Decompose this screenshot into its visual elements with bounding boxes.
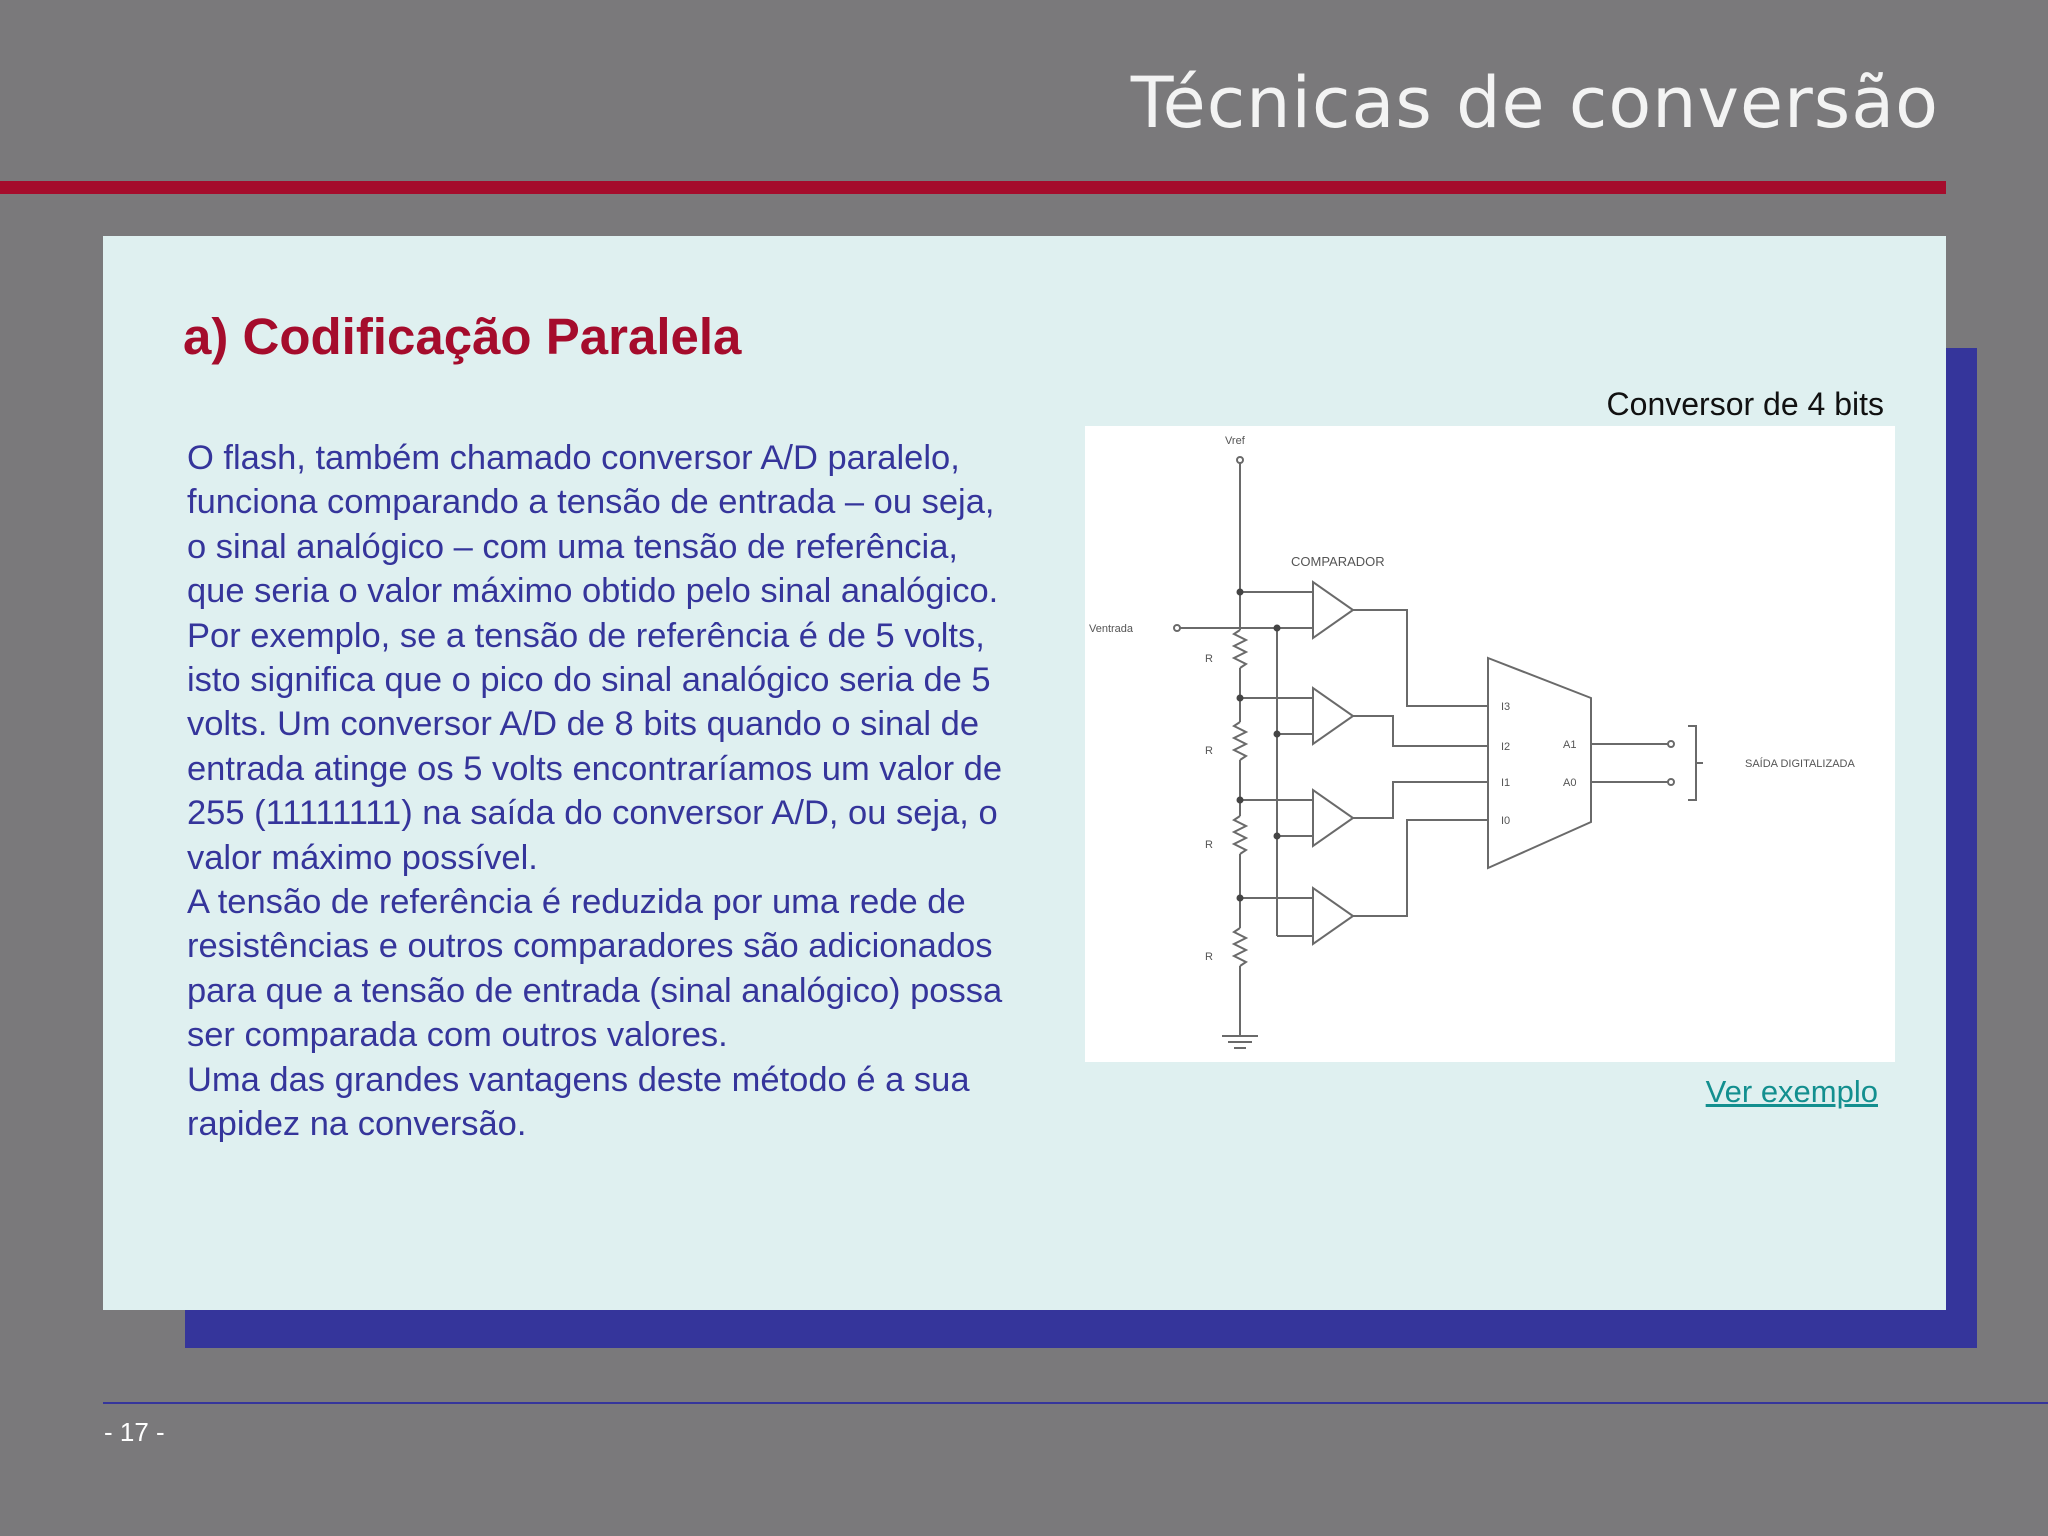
output-label: SAÍDA DIGITALIZADA xyxy=(1745,758,1855,770)
vin-label: Ventrada xyxy=(1089,623,1134,635)
comparator-label: COMPARADOR xyxy=(1291,554,1385,569)
encoder-output-label: A1 xyxy=(1563,739,1577,751)
encoder-input-label: I1 xyxy=(1501,777,1511,789)
encoder-input-label: I3 xyxy=(1501,701,1511,713)
body-text xyxy=(187,436,1017,1147)
section-heading: a) Codificação Paralela xyxy=(183,308,742,365)
encoder-input-label: I0 xyxy=(1501,815,1511,827)
page-number: - 17 - xyxy=(104,1417,165,1447)
circuit-svg xyxy=(1085,426,1895,1062)
resistor-label: R xyxy=(1205,951,1213,963)
vref-label: Vref xyxy=(1225,435,1245,447)
paragraph: O flash, também chamado conversor A/D paralelo, funciona comparando a tensão de entrada – ou seja, o sinal analógico – com uma tensão de referência, que seria o valor máximo obtido pelo sinal analógico. Por exemplo, se a tensão de referência é de 5 volts, isto significa que o pico do sinal analógico seria de 5 volts. Um conversor A/D de 8 bits quando o sinal de entrada atinge os 5 volts encontraríamos um valor de 255 (11111111) na saída do conversor A/D, ou seja, o valor máximo possível. xyxy=(187,439,1003,877)
resistor-label: R xyxy=(1205,745,1213,757)
paragraph: Uma das grandes vantagens deste método é a sua rapidez na conversão. xyxy=(187,1060,970,1144)
title-rule xyxy=(0,181,1946,194)
paragraph: A tensão de referência é reduzida por uma rede de resistências e outros comparadores são adicionados para que a tensão de entrada (sinal analógico) possa ser comparada com outros valores. xyxy=(187,883,1003,1055)
footer-rule xyxy=(103,1402,2048,1404)
figure-caption: Conversor de 4 bits xyxy=(1606,386,1884,422)
ver-exemplo-link[interactable]: Ver exemplo xyxy=(1705,1074,1878,1109)
resistor-label: R xyxy=(1205,653,1213,665)
encoder-input-label: I2 xyxy=(1501,741,1511,753)
content-panel xyxy=(103,236,1946,1310)
resistor-label: R xyxy=(1205,839,1213,851)
slide-title: Técnicas de conversão xyxy=(1130,62,1939,144)
encoder-output-label: A0 xyxy=(1563,777,1577,789)
flash-adc-circuit-diagram xyxy=(1085,426,1895,1062)
